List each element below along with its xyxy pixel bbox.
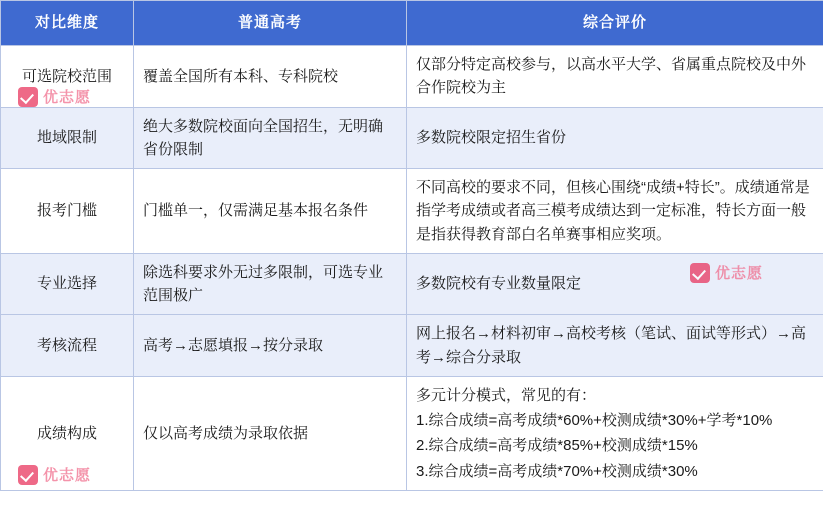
table-header bbox=[1, 1, 823, 46]
row-label: 地域限制 bbox=[1, 107, 134, 169]
row-label: 考核流程 bbox=[1, 315, 134, 377]
cell-line: 仅部分特定高校参与，以高水平大学、省属重点院校及中外合作院校为主 bbox=[416, 56, 807, 97]
cell-gaokao bbox=[134, 107, 407, 169]
cell-line: 门槛单一，仅需满足基本报名条件 bbox=[143, 202, 369, 220]
table-header-row bbox=[1, 1, 823, 46]
table-row bbox=[1, 253, 823, 315]
cell-line: 绝大多数院校面向全国招生，无明确省份限制 bbox=[143, 117, 384, 158]
cell-gaokao bbox=[134, 169, 407, 254]
cell-line: 多元计分模式，常见的有： bbox=[416, 386, 597, 404]
cell-gaokao bbox=[134, 315, 407, 377]
cell-line: 仅以高考成绩为录取依据 bbox=[143, 424, 309, 442]
cell-zonghe bbox=[407, 107, 823, 169]
cell-zonghe bbox=[407, 315, 823, 377]
column-header-zonghe: 综合评价 bbox=[407, 1, 823, 46]
column-header-dimension: 对比维度 bbox=[1, 1, 134, 46]
table-row bbox=[1, 376, 823, 490]
table-row bbox=[1, 107, 823, 169]
table-body bbox=[1, 46, 823, 491]
row-label: 可选院校范围 bbox=[1, 46, 134, 108]
cell-gaokao bbox=[134, 253, 407, 315]
watermark-label: 优志愿 bbox=[715, 265, 764, 282]
cell-zonghe bbox=[407, 169, 823, 254]
table-row bbox=[1, 46, 823, 108]
table-row bbox=[1, 169, 823, 254]
row-label: 报考门槛 bbox=[1, 169, 134, 254]
row-label: 专业选择 bbox=[1, 253, 134, 315]
cell-line: 网上报名→材料初审→高校考核（笔试、面试等形式）→高考→综合分录取 bbox=[416, 325, 807, 366]
cell-zonghe bbox=[407, 376, 823, 490]
cell-line: 覆盖全国所有本科、专科院校 bbox=[143, 67, 339, 85]
cell-line: 2.综合成绩=高考成绩*85%+校测成绩*15% bbox=[416, 437, 698, 455]
cell-line: 多数院校限定招生省份 bbox=[416, 129, 567, 147]
cell-line: 高考→志愿填报→按分录取 bbox=[143, 336, 324, 354]
row-label: 成绩构成 bbox=[1, 376, 134, 490]
watermark-label: 优志愿 bbox=[43, 467, 92, 484]
cell-line: 1.综合成绩=高考成绩*60%+校测成绩*30%+学考*10% bbox=[416, 412, 773, 429]
cell-line: 3.综合成绩=高考成绩*70%+校测成绩*30% bbox=[416, 462, 698, 480]
watermark-label: 优志愿 bbox=[43, 89, 92, 106]
cell-zonghe bbox=[407, 46, 823, 108]
cell-zonghe bbox=[407, 253, 823, 315]
column-header-gaokao: 普通高考 bbox=[134, 1, 407, 46]
cell-line: 多数院校有专业数量限定 bbox=[416, 275, 582, 293]
cell-gaokao bbox=[134, 46, 407, 108]
cell-line: 不同高校的要求不同，但核心围绕“成绩+特长”。成绩通常是指学考成绩或者高三模考成绩达到一定标准，特长方面一般是指获得教育部白名单赛事相应奖项。 bbox=[416, 179, 810, 243]
table-row bbox=[1, 315, 823, 377]
cell-line: 除选科要求外无过多限制，可选专业范围极广 bbox=[143, 263, 384, 304]
cell-gaokao bbox=[134, 376, 407, 490]
